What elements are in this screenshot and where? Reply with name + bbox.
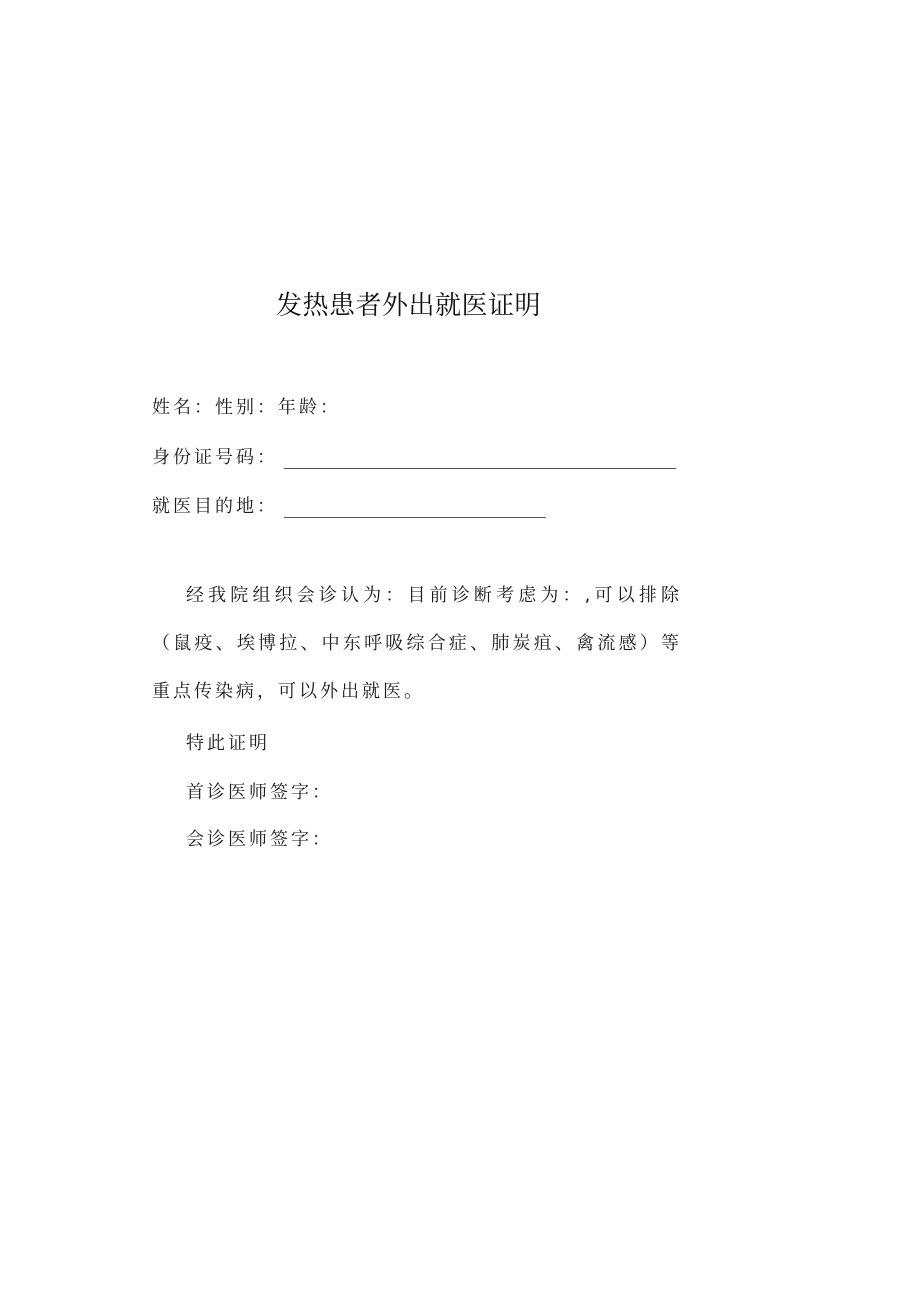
consultation-paragraph: 经我院组织会诊认为：目前诊断考虑为：,可以排除（鼠疫、埃博拉、中东呼吸综合症、肺炭疽、禽流感）等重点传染病，可以外出就医。 <box>152 585 682 702</box>
id-number-blank <box>284 448 676 469</box>
certify-line: 特此证明 <box>186 733 270 754</box>
basic-info-line: 姓名：性别：年龄： <box>152 397 341 418</box>
consult-doctor-signature-line: 会诊医师签字： <box>186 829 333 850</box>
first-doctor-signature-line: 首诊医师签字： <box>186 782 333 803</box>
document-title: 发热患者外出就医证明 <box>276 291 542 321</box>
id-number-label: 身份证号码： <box>152 447 278 468</box>
id-number-row <box>152 443 676 469</box>
destination-row <box>152 492 546 518</box>
destination-blank <box>284 497 546 518</box>
destination-label: 就医目的地： <box>152 496 278 517</box>
